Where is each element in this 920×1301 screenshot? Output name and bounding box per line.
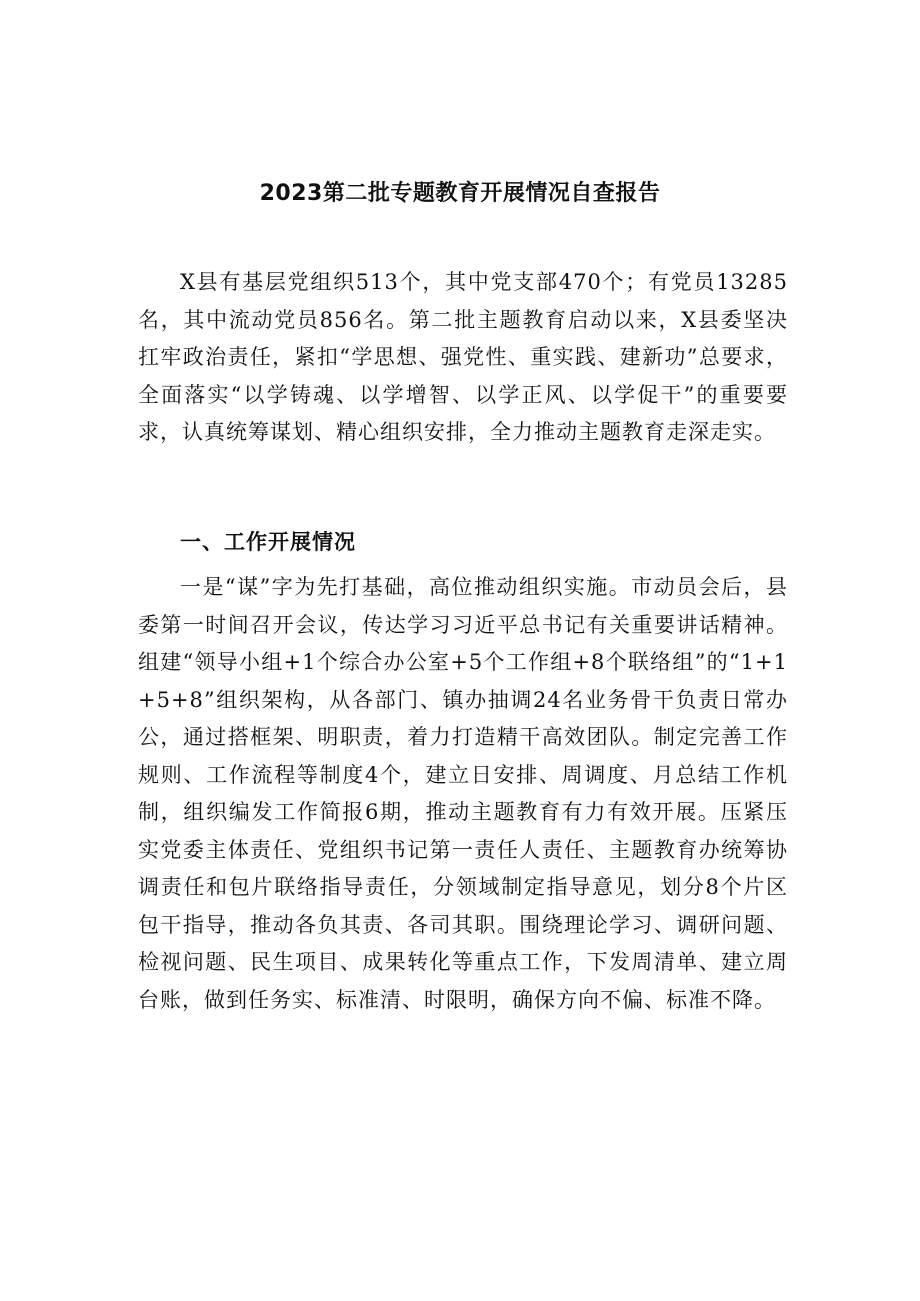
document-title: 2023第二批专题教育开展情况自查报告 [259,181,661,206]
intro-paragraph: X县有基层党组织513个，其中党支部470个；有党员13285名，其中流动党员856名。第二批主题教育启动以来，X县委坚决扛牢政治责任，紧扣“学思想、强党性、重实践、建新功”总要求，全面落实“以学铸魂、以学增智、以学正风、以学促干”的重要要求，认真统筹谋划、精心组织安排，全力推动主题教育走深走实。 [138,270,788,444]
section-heading: 一、工作开展情况 [180,530,356,554]
section-paragraph: 一是“谋”字为先打基础，高位推动组织实施。市动员会后，县委第一时间召开会议，传达学习习近平总书记有关重要讲话精神。组建“领导小组+1个综合办公室+5个工作组+8个联络组”的“1+1+5+8”组织架构，从各部门、镇办抽调24名业务骨干负责日常办公，通过搭框架、明职责，着力打造精干高效团队。制定完善工作规则、工作流程等制度4个，建立日安排、周调度、月总结工作机制，组织编发工作简报6期，推动主题教育有力有效开展。压紧压实党委主体责任、党组织书记第一责任人责任、主题教育办统筹协调责任和包片联络指导责任，分领域制定指导意见，划分8个片区包干指导，推动各负其责、各司其职。围绕理论学习、调研问题、检视问题、民生项目、成果转化等重点工作，下发周清单、建立周台账，做到任务实、标准清、时限明，确保方向不偏、标准不降。 [138,575,788,1012]
